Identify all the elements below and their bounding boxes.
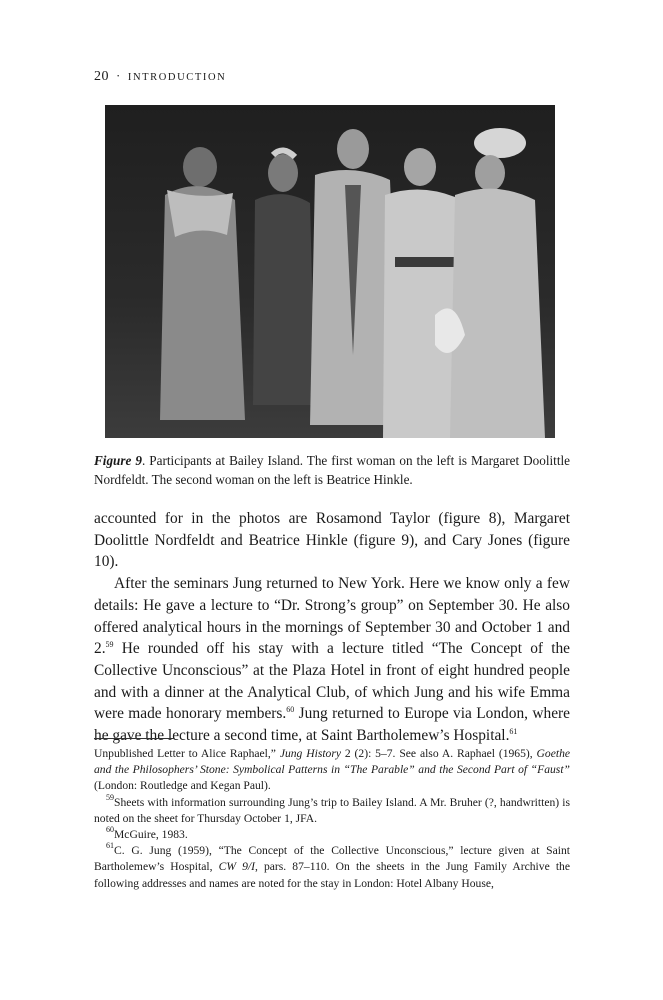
paragraph-2 xyxy=(94,573,570,747)
header-separator: · xyxy=(116,68,121,83)
footnote-61-text-a: C. G. Jung (1959), “The Concept of the Collective Unconscious,” lecture given at Saint Bartholemew’s Hospital, xyxy=(94,844,570,874)
figure-9-photograph xyxy=(105,105,555,438)
footnote-60 xyxy=(94,827,570,843)
footnote-continuation xyxy=(94,746,570,795)
footnote-59-text: Sheets with information surrounding Jung’s trip to Bailey Island. A Mr. Bruher (?, handwritten) is noted on the sheet for Thursday October 1, JFA. xyxy=(94,795,570,825)
footnote-divider xyxy=(94,738,174,739)
paragraph-1: accounted for in the photos are Rosamond Taylor (figure 8), Margaret Doolittle Nordfeldt and Beatrice Hinkle (figure 9), and Cary Jones (figure 10). xyxy=(94,510,570,571)
figure-label: Figure 9 xyxy=(94,453,142,468)
paragraph-2-part-c: Jung returned to Europe via London, where he gave the lecture a second time, at Saint Bartholemew’s Hospital. xyxy=(94,705,570,745)
figure-caption-text: . Participants at Bailey Island. The first woman on the left is Margaret Doolittle Nordfeldt. The second woman on the left is Beatrice Hinkle. xyxy=(94,453,571,487)
footnote-cont-text-e: (London: Routledge and Kegan Paul). xyxy=(94,779,271,793)
footnote-61-text-c: , pars. 87–110. On the sheets in the Jung Family Archive the following addresses and names are noted for the stay in London: Hotel Albany House, xyxy=(94,860,570,890)
footnote-cont-text-c: 2 (2): 5–7. See also A. Raphael (1965), xyxy=(341,747,537,760)
footnote-cont-text-a: Unpublished Letter to Alice Raphael,” xyxy=(94,747,280,760)
section-title: INTRODUCTION xyxy=(127,72,227,83)
footnote-60-text: McGuire, 1983. xyxy=(114,828,188,842)
footnote-59-number: 59 xyxy=(106,792,114,802)
footnotes xyxy=(94,746,570,892)
footnote-cont-book-title: Goethe and the Philosophers’ Stone: Symbolical Patterns in “The Parable” and the Second Part of “Faust” xyxy=(94,747,571,777)
body-text xyxy=(94,508,570,747)
footnote-ref-60[interactable]: 60 xyxy=(286,705,295,715)
page-number: 20 xyxy=(94,69,109,84)
footnote-cont-journal: Jung History xyxy=(279,747,342,760)
paragraph-2-part-a: After the seminars Jung returned to New York. Here we know only a few details: He gave a lecture to “Dr. Strong’s group” on September 30. He also offered analytical hours in the mornings of September 30 and October 1 and 2. xyxy=(94,575,570,658)
footnote-ref-61[interactable]: 61 xyxy=(509,727,518,737)
figure-caption xyxy=(94,451,570,489)
footnote-59 xyxy=(94,792,570,827)
footnote-ref-59[interactable]: 59 xyxy=(105,640,114,650)
footnote-61-cw-ref: CW 9/I xyxy=(218,860,255,874)
footnote-61-number: 61 xyxy=(106,841,114,851)
running-head xyxy=(94,68,226,85)
footnote-61 xyxy=(94,843,570,892)
paragraph-2-part-b: He rounded off his stay with a lecture titled “The Concept of the Collective Unconscious” at the Plaza Hotel in front of eight hundred people and with a dinner at the Analytical Club, of which Jung and his wife Emma were made honorary members. xyxy=(94,640,570,723)
footnote-60-number: 60 xyxy=(106,825,114,835)
